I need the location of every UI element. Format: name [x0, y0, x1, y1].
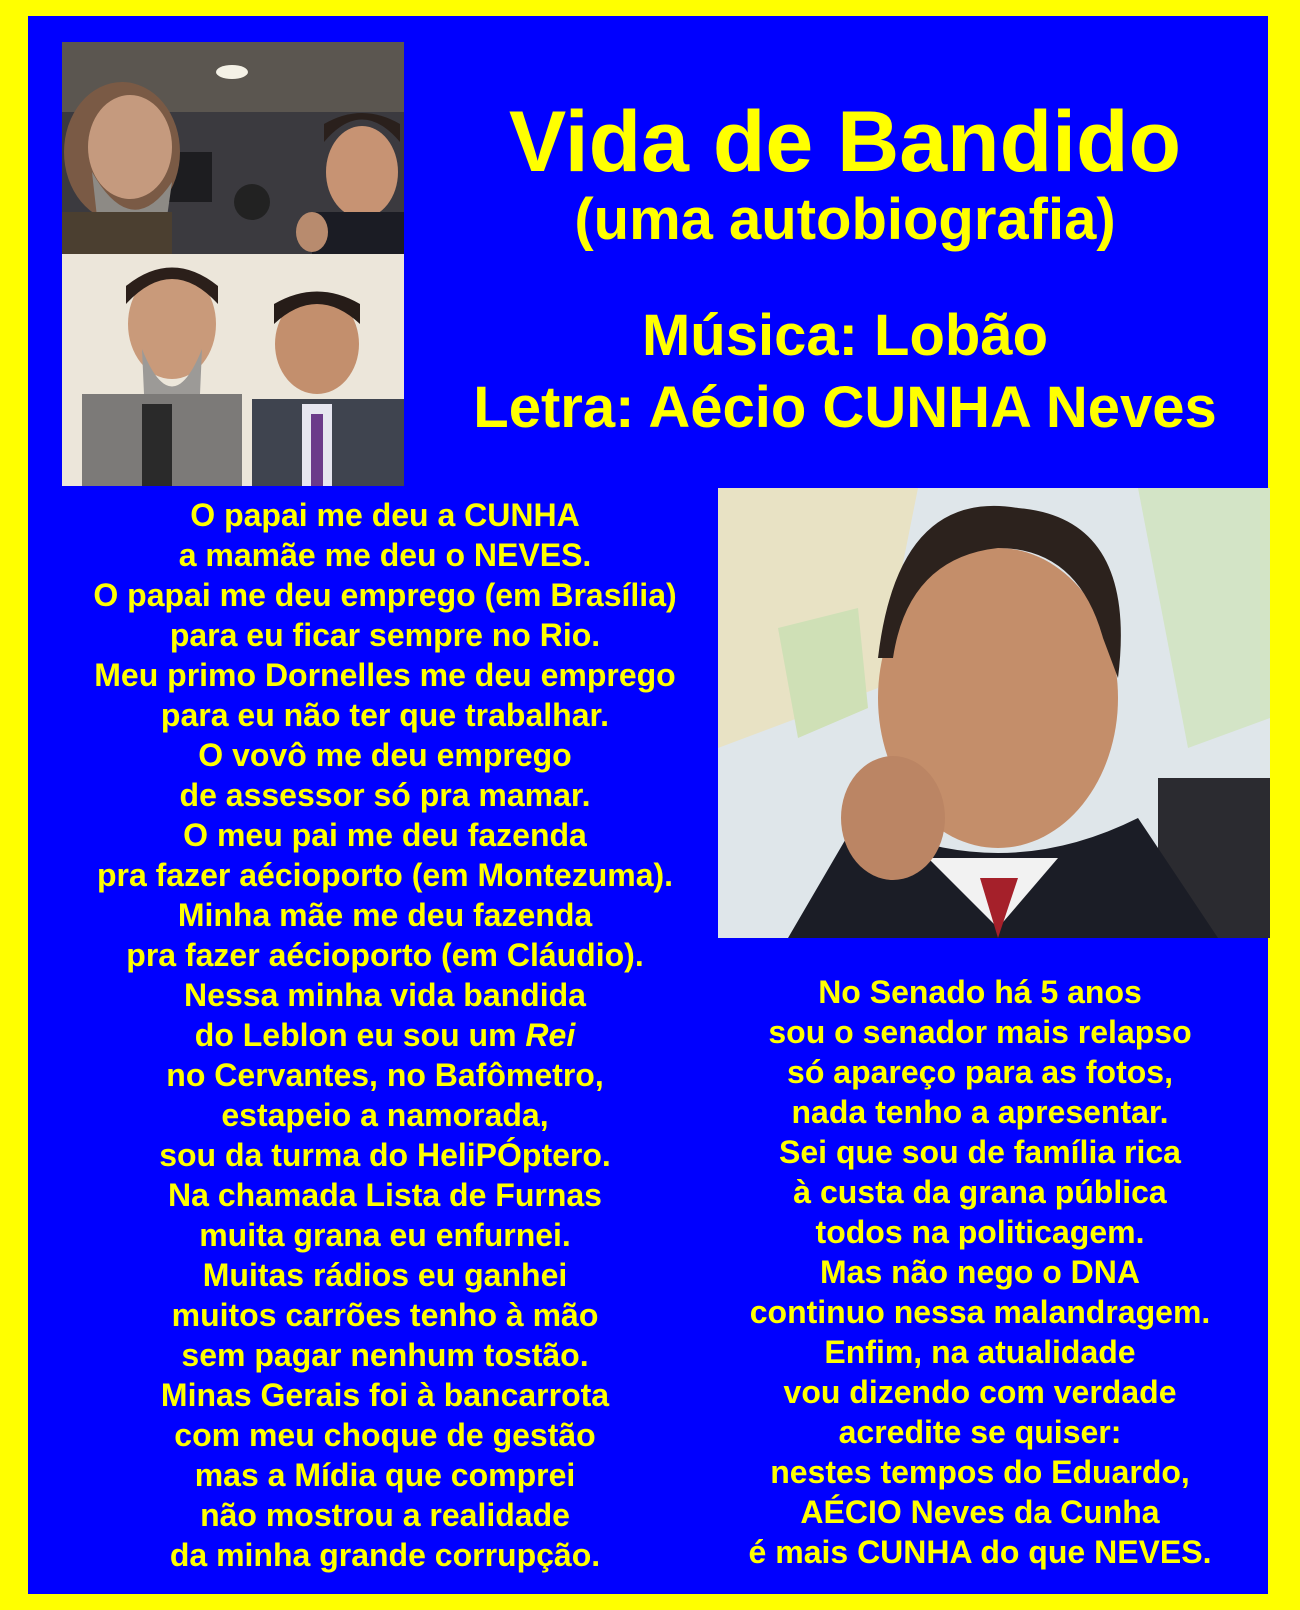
lyric-line: não mostrou a realidade — [200, 1497, 570, 1533]
poster-title: Vida de Bandido — [508, 94, 1182, 190]
credit-music: Música: Lobão — [641, 303, 1049, 368]
lyric-line: todos na politicagem. — [815, 1214, 1145, 1250]
lyric-line: para eu não ter que trabalhar. — [160, 697, 610, 733]
lyric-line: O meu pai me deu fazenda — [183, 817, 587, 853]
lyric-line: No Senado há 5 anos — [818, 974, 1142, 1010]
lyric-line: muita grana eu enfurnei. — [199, 1217, 571, 1253]
lyric-line: da minha grande corrupção. — [169, 1537, 601, 1573]
lyric-line: muitos carrões tenho à mão — [171, 1297, 599, 1333]
lyric-line: no Cervantes, no Bafômetro, — [166, 1057, 604, 1093]
credits — [420, 300, 1270, 444]
lyric-line: nada tenho a apresentar. — [791, 1094, 1169, 1130]
lyric-line: é mais CUNHA do que NEVES. — [748, 1534, 1212, 1570]
poster-subtitle: (uma autobiografia) — [574, 187, 1116, 252]
lyric-line: para eu ficar sempre no Rio. — [169, 617, 601, 653]
lyric-line: Minha mãe me deu fazenda — [177, 897, 593, 933]
lyric-line: só apareço para as fotos, — [787, 1054, 1173, 1090]
lyric-line: à custa da grana pública — [793, 1174, 1167, 1210]
lyric-line: com meu choque de gestão — [174, 1417, 596, 1453]
lyric-line: O papai me deu a CUNHA — [190, 497, 580, 533]
lyric-line: sem pagar nenhum tostão. — [181, 1337, 589, 1373]
lyric-line: de assessor só pra mamar. — [179, 777, 591, 813]
lyric-line: AÉCIO Neves da Cunha — [800, 1494, 1160, 1530]
lyric-line: vou dizendo com verdade — [783, 1374, 1177, 1410]
lyric-line: Meu primo Dornelles me deu emprego — [94, 657, 676, 693]
lyric-line-italic: Rei — [525, 1017, 576, 1053]
lyric-line: O vovô me deu emprego — [198, 737, 572, 773]
lyric-line: Enfim, na atualidade — [824, 1334, 1136, 1370]
lyric-line — [40, 1015, 730, 1055]
lyric-line: Muitas rádios eu ganhei — [202, 1257, 568, 1293]
lyric-line: sou o senador mais relapso — [768, 1014, 1192, 1050]
lyric-line: a mamãe me deu o NEVES. — [178, 537, 592, 573]
lyric-line: Na chamada Lista de Furnas — [168, 1177, 602, 1213]
lyric-line: Sei que sou de família rica — [779, 1134, 1181, 1170]
lyric-line: pra fazer aécioporto (em Cláudio). — [126, 937, 644, 973]
lyric-line: pra fazer aécioporto (em Montezuma). — [96, 857, 674, 893]
photo-two-men-posing — [62, 254, 404, 486]
lyrics-right-column — [700, 972, 1260, 1572]
lyric-line: Mas não nego o DNA — [819, 1254, 1140, 1290]
lyric-line: continuo nessa malandragem. — [749, 1294, 1211, 1330]
lyric-line: estapeio a namorada, — [221, 1097, 549, 1133]
lyric-line: acredite se quiser: — [838, 1414, 1122, 1450]
title-block — [420, 96, 1270, 252]
lyric-line: Nessa minha vida bandida — [184, 977, 586, 1013]
photo-press-event — [62, 42, 404, 254]
lyric-line: nestes tempos do Eduardo, — [770, 1454, 1190, 1490]
credit-lyrics: Letra: Aécio CUNHA Neves — [473, 375, 1217, 440]
lyric-line: Minas Gerais foi à bancarrota — [160, 1377, 610, 1413]
lyric-line-text: do Leblon eu sou um — [194, 1017, 517, 1053]
lyric-line: sou da turma do HeliPÓptero. — [159, 1137, 611, 1173]
lyrics-left-column — [40, 495, 730, 1575]
lyric-line: mas a Mídia que comprei — [194, 1457, 576, 1493]
photo-man-portrait — [718, 488, 1270, 938]
lyric-line: O papai me deu emprego (em Brasília) — [93, 577, 677, 613]
